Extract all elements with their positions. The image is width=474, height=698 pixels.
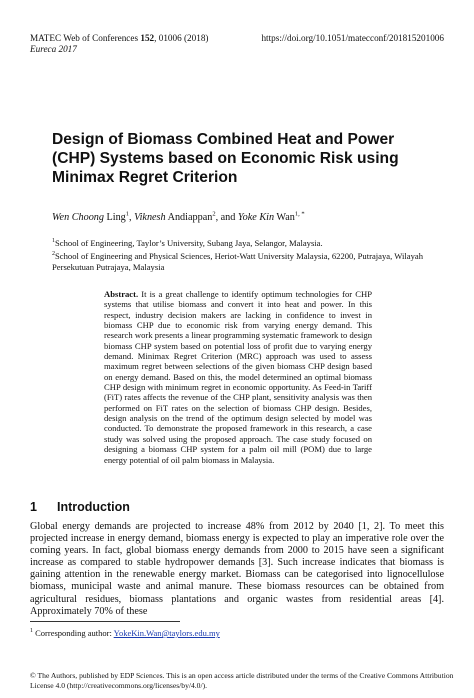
affiliation: $^1$School of Engineering, Taylor’s University, Subang Jaya, Selangor, Malaysia. bbox=[52, 237, 323, 248]
email-link[interactable]: YokeKin.Wan@taylors.edu.my bbox=[113, 628, 220, 638]
author: Wen Choong Ling$^1$, bbox=[52, 211, 135, 224]
affiliation: $^2$School of Engineering and Physical Sciences, Heriot-Watt University Malaysia, 62200, Putrajaya, Wilayah Persekutuan Putrajaya, Malaysia bbox=[52, 250, 424, 272]
author: Yoke Kin Wan$^{1, *}$ bbox=[237, 211, 305, 224]
author-list bbox=[52, 211, 305, 223]
license-notice: © The Authors, published by EDP Sciences. This is an open access article distributed under the terms of the Creative Commons Attribution License 4.0 (http://creativecommons.org/licenses/by/4.0/). bbox=[30, 671, 454, 690]
article-number: , 01006 (2018) bbox=[154, 33, 209, 43]
journal-volume: 152 bbox=[140, 33, 155, 43]
abstract-text: It is a great challenge to identify optimum technologies for CHP systems that utilise biomass and convert it into heat and power. In this respect, industry decision makers are lacking in confidence to invest in biomass CHP due to economic risk from varying energy demand. This research work presents a linear programming systematic framework to design biomass CHP system based on potential loss of profit due to varying energy demand. Minimax Regret Criterion (MRC) approach was used to assess maximum regret between selections of the given biomass CHP design based on energy demand. Based on this, the model determined an optimal biomass CHP design with minimum regret in economic opportunity. As Feed-in Tariff (FiT) rates affects the revenue of the CHP plant, sensitivity analysis was then performed on FiT rates on the selection of biomass CHP design. Besides, design analysis on the trend of the optimum design selected by model was conducted. To demonstrate the proposed framework in this research, a case study was solved using the proposed approach. The case study focused on designing a biomass CHP system for a palm oil mill (POM) due to large energy potential of oil palm biomass in Malaysia. bbox=[104, 289, 372, 465]
paper-title: Design of Biomass Combined Heat and Power (CHP) Systems based on Economic Risk using Minimax Regret Criterion bbox=[52, 131, 399, 186]
abstract-label: Abstract. bbox=[104, 289, 139, 299]
body-paragraph: Global energy demands are projected to increase 48% from 2012 by 2040 [1, 2]. To meet this projected increase in energy demand, biomass energy is expected to play an imperative role over the coming years. In fact, global biomass energy demands from 2000 to 2015 have seen a significant increase as compared to stable hydropower demands [3]. Such increase indicates that biomass is gaining attention in the renewable energy market. Biomass can be categorised into lignocellulose biomass, municipal waste and animal manure. These biomass resources can be obtained from agricultural residues, biomass plantations and organic wastes from residential areas [4]. Approximately 70% of these bbox=[30, 521, 444, 617]
footnote: $^1$ Corresponding author: YokeKin.Wan@taylors.edu.my bbox=[30, 628, 220, 638]
conference-name: Eureca 2017 bbox=[30, 44, 77, 54]
author: Viknesh Andiappan$^2$, and bbox=[134, 211, 238, 224]
journal-name: MATEC Web of Conferences bbox=[30, 33, 141, 43]
abstract bbox=[104, 289, 372, 465]
section-number: 1 bbox=[30, 500, 37, 514]
section-heading bbox=[30, 500, 130, 514]
footnote-divider bbox=[30, 621, 180, 622]
affiliations bbox=[52, 236, 444, 273]
journal-citation bbox=[30, 33, 208, 44]
section-title: Introduction bbox=[57, 500, 130, 514]
doi-link[interactable]: https://doi.org/10.1051/matecconf/201815201006 bbox=[261, 33, 444, 43]
